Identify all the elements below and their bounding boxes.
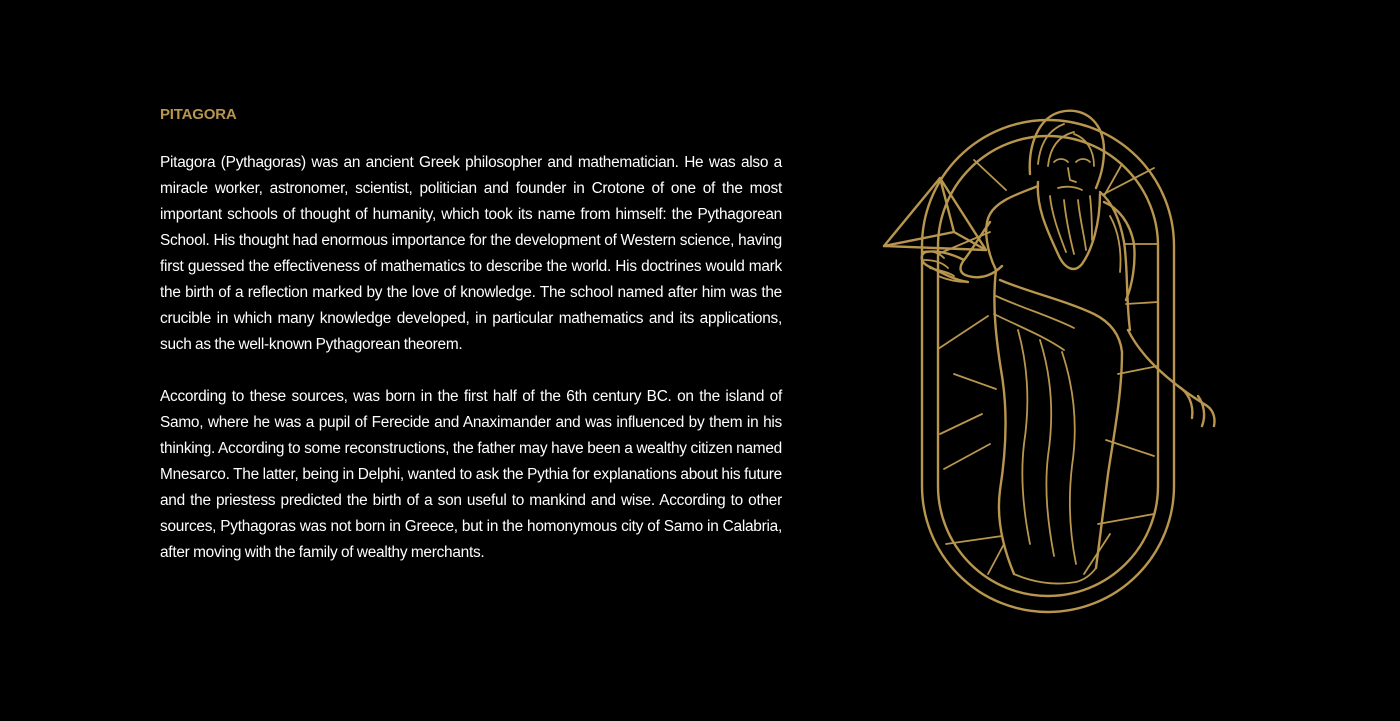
intro-paragraph: Pitagora (Pythagoras) was an ancient Greek philosopher and mathematician. He was also a miracle worker, astronomer, scientist, politician and founder in Crotone of one of the most important schools of thought of humanity, which took its name from himself: the Pythagorean School. His thought had enormous importance for the development of Western science, having first guessed the effectiveness of mathematics to describe the world. His doctrines would mark the birth of a reflection marked by the love of knowledge. The school named after him was the crucible in which many knowledge developed, in particular mathematics and its applications, such as the well-known Pythagorean theorem. (160, 154, 782, 353)
pane-line (988, 544, 1004, 574)
toga-inner-fold (1062, 352, 1076, 564)
mustache (1058, 187, 1082, 190)
right-shoulder (1100, 192, 1130, 330)
page-title: PITAGORA (160, 106, 237, 123)
lowered-hand (1178, 386, 1215, 426)
pane-line (944, 444, 990, 469)
pane-line (946, 536, 1002, 544)
pythagoras-emblem-icon (878, 104, 1218, 618)
emblem-lines (884, 111, 1215, 612)
beard-strands (1050, 196, 1092, 254)
pane-line (1104, 164, 1122, 196)
cloak (1104, 202, 1135, 300)
inner-frame (938, 136, 1158, 596)
toga-inner-fold (1040, 340, 1054, 556)
pane-line (1098, 514, 1154, 524)
beard (1038, 182, 1100, 269)
face (1054, 159, 1090, 182)
outer-frame (922, 120, 1174, 612)
toga-fold (994, 296, 1074, 350)
pane-line (938, 316, 988, 349)
toga-drape (1000, 280, 1122, 352)
pane-line (954, 374, 996, 389)
emblem-svg (878, 104, 1218, 618)
left-shoulder (986, 186, 1038, 270)
pane-line (940, 414, 982, 434)
pane-line (1118, 366, 1158, 374)
biography-paragraph: According to these sources, was born in the first half of the 6th century BC. on the island of Samo, where he was a pupil of Ferecide and Anaximander and was influenced by them in his thinking. According to some reconstructions, the father may have been a wealthy citizen named Mnesarco. The latter, being in Delphi, wanted to ask the Pythia for explanations about his future and the priestess predicted the birth of a son useful to mankind and wise. According to other sources, Pythagoras was not born in Greece, but in the homonymous city of Samo in Calabria, after moving with the family of wealthy merchants. (160, 388, 782, 561)
text-column (160, 103, 782, 566)
pane-line (974, 160, 1006, 190)
toga-inner-fold (1018, 330, 1030, 544)
hem (1014, 568, 1096, 584)
pane-line (1126, 302, 1158, 304)
lowered-arm (1128, 330, 1204, 404)
